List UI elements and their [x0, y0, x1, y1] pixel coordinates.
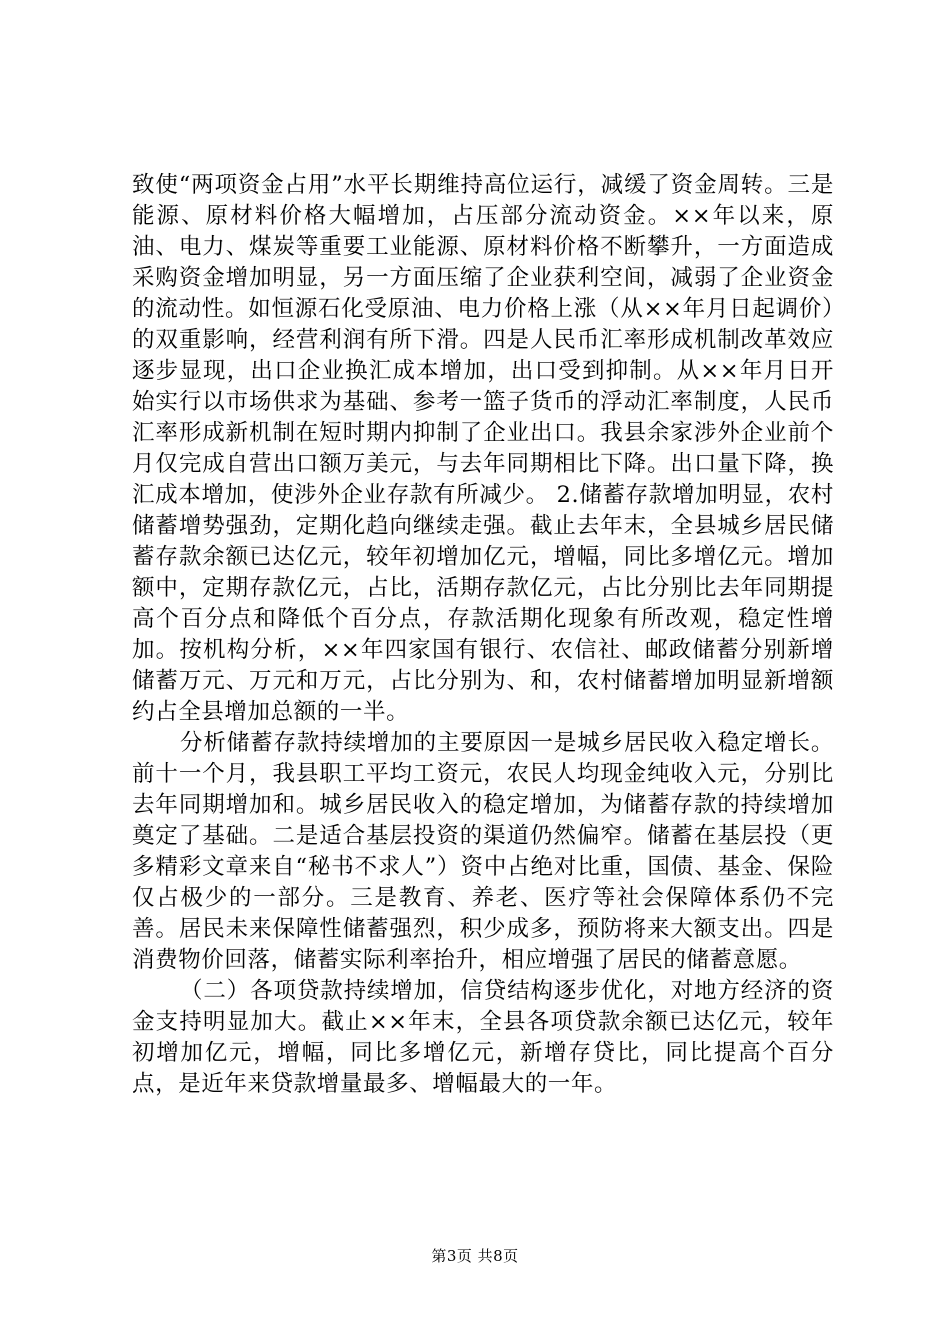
page-footer: [0, 1246, 950, 1266]
paragraph-savings-analysis: 分析储蓄存款持续增加的主要原因一是城乡居民收入稳定增长。前十一个月，我县职工平均工资元，农民人均现金纯收入元，分别比去年同期增加和。城乡居民收入的稳定增加，为储蓄存款的持续增加奠定了基础。二是适合基层投资的渠道仍然偏窄。储蓄在基层投（更多精彩文章来自“秘书不求人”）资中占绝对比重，国债、基金、保险仅占极少的一部分。三是教育、养老、医疗等社会保障体系仍不完善。居民未来保障性储蓄强烈，积少成多，预防将来大额支出。四是消费物价回落，储蓄实际利率抬升，相应增强了居民的储蓄意愿。: [132, 730, 834, 973]
page-number-label: 第3页 共8页: [431, 1247, 519, 1265]
paragraph-loans: （二）各项贷款持续增加，信贷结构逐步优化，对地方经济的资金支持明显加大。截止××年末，全县各项贷款余额已达亿元，较年初增加亿元，增幅，同比多增亿元，新增存贷比，同比提高个百分点，是近年来贷款增量最多、增幅最大的一年。: [132, 978, 834, 1097]
paragraph-continued: 致使“两项资金占用”水平长期维持高位运行，减缓了资金周转。三是能源、原材料价格大幅增加，占压部分流动资金。××年以来，原油、电力、煤炭等重要工业能源、原材料价格不断攀升，一方面造成采购资金增加明显，另一方面压缩了企业获利空间，减弱了企业资金的流动性。如恒源石化受原油、电力价格上涨（从××年月日起调价）的双重影响，经营利润有所下滑。四是人民币汇率形成机制改革效应逐步显现，出口企业换汇成本增加，出口受到抑制。从××年月日开始实行以市场供求为基础、参考一篮子货币的浮动汇率制度，人民币汇率形成新机制在短时期内抑制了企业出口。我县余家涉外企业前个月仅完成自营出口额万美元，与去年同期相比下降。出口量下降，换汇成本增加，使涉外企业存款有所减少。 2.储蓄存款增加明显，农村储蓄增势强劲，定期化趋向继续走强。截止去年末，全县城乡居民储蓄存款余额已达亿元，较年初增加亿元，增幅，同比多增亿元。增加额中，定期存款亿元，占比，活期存款亿元，占比分别比去年同期提高个百分点和降低个百分点，存款活期化现象有所改观，稳定性增加。按机构分析，××年四家国有银行、农信社、邮政储蓄分别新增储蓄万元、万元和万元，占比分别为、和，农村储蓄增加明显新增额约占全县增加总额的一半。: [132, 172, 834, 725]
document-body: [132, 170, 834, 1100]
